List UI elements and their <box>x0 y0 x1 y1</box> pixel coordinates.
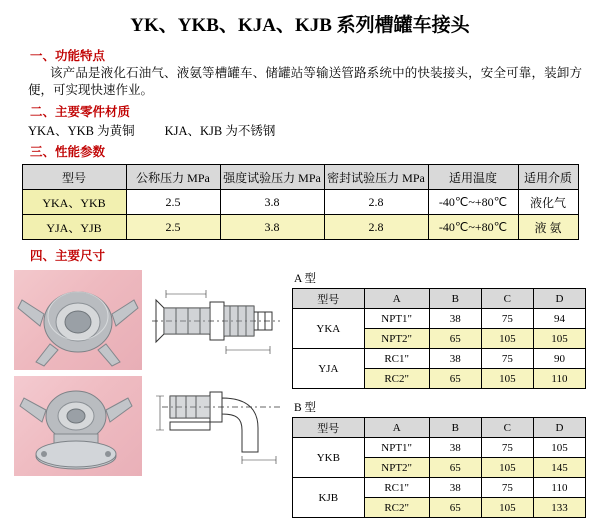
dim-cell: 65 <box>429 369 481 389</box>
dim-cell: NPT2" <box>364 458 429 478</box>
dim-cell: 145 <box>533 458 585 478</box>
image-row-b <box>14 376 286 476</box>
section-heading-performance: 三、性能参数 <box>30 145 106 159</box>
dim-cell: 105 <box>481 369 533 389</box>
dim-cell: NPT1" <box>364 309 429 329</box>
table-row <box>293 349 586 369</box>
dim-cell: 38 <box>429 478 481 498</box>
dim-cell: 105 <box>533 329 585 349</box>
dim-cell-model: YJA <box>293 349 365 389</box>
dim-header-cell: 型号 <box>293 289 365 309</box>
table-row <box>293 309 586 329</box>
dim-header-cell: B <box>429 418 481 438</box>
features-body-text: 该产品是液化石油气、液氨等槽罐车、储罐站等输送管路系统中的快装接头，安全可靠，装卸方便，可实现快速作业。 <box>28 66 582 97</box>
table-row <box>22 215 578 240</box>
spec-header-cell: 强度试验压力 MPa <box>220 165 324 190</box>
dim-cell: RC1" <box>364 349 429 369</box>
dim-cell: 133 <box>533 498 585 518</box>
dim-header-cell: C <box>481 418 533 438</box>
dim-cell: RC2" <box>364 369 429 389</box>
table-row <box>293 438 586 458</box>
dim-cell-model: YKA <box>293 309 365 349</box>
section-heading-materials: 二、主要零件材质 <box>30 105 131 119</box>
dim-cell: 110 <box>533 369 585 389</box>
material-brass-text: YKA、YKB 为黄铜 <box>28 124 135 138</box>
spec-header-cell: 公称压力 MPa <box>126 165 220 190</box>
image-column <box>14 270 286 482</box>
dim-cell: 75 <box>481 309 533 329</box>
dim-cell: 75 <box>481 478 533 498</box>
dim-cell: 38 <box>429 438 481 458</box>
spec-header-cell: 密封试验压力 MPa <box>324 165 428 190</box>
dim-header-cell: 型号 <box>293 418 365 438</box>
dim-cell: 105 <box>481 458 533 478</box>
dim-cell: 94 <box>533 309 585 329</box>
spec-header-cell: 型号 <box>22 165 126 190</box>
dim-table-b-header-row <box>293 418 586 438</box>
photo-coupling-a <box>14 270 142 370</box>
dim-cell-model: KJB <box>293 478 365 518</box>
dim-cell: RC1" <box>364 478 429 498</box>
dim-cell: 75 <box>481 438 533 458</box>
drawing-b-graphic <box>146 376 286 476</box>
image-row-a <box>14 270 286 370</box>
dim-header-cell: A <box>364 289 429 309</box>
dim-cell: 38 <box>429 309 481 329</box>
spec-table <box>22 164 579 240</box>
dim-header-cell: D <box>533 418 585 438</box>
dim-caption-b: B 型 <box>294 402 317 414</box>
spec-cell-model: YJA、YJB <box>22 215 126 240</box>
dim-cell: 105 <box>481 329 533 349</box>
dim-cell: 75 <box>481 349 533 369</box>
section-heading-dimensions: 四、主要尺寸 <box>30 249 106 263</box>
dim-table-a-header-row <box>293 289 586 309</box>
table-row <box>293 478 586 498</box>
dim-block-a <box>292 270 586 389</box>
photo-a-graphic <box>14 270 142 370</box>
materials-line <box>28 121 586 139</box>
spec-cell: -40℃~+80℃ <box>428 190 518 215</box>
dim-cell: 105 <box>481 498 533 518</box>
photo-b-graphic <box>14 376 142 476</box>
dim-cell: 38 <box>429 349 481 369</box>
table-row <box>22 190 578 215</box>
dim-table-a <box>292 288 586 389</box>
dim-cell: 105 <box>533 438 585 458</box>
spec-cell: 液化气 <box>518 190 578 215</box>
dim-header-cell: D <box>533 289 585 309</box>
spec-cell: 2.5 <box>126 190 220 215</box>
dim-cell: 65 <box>429 458 481 478</box>
dim-caption-a: A 型 <box>294 273 317 285</box>
dim-cell: 65 <box>429 329 481 349</box>
dim-cell: NPT1" <box>364 438 429 458</box>
spec-table-header-row <box>22 165 578 190</box>
spec-cell: 3.8 <box>220 215 324 240</box>
spec-header-cell: 适用介质 <box>518 165 578 190</box>
dimensions-section <box>14 270 586 528</box>
dimension-tables-column <box>286 270 586 528</box>
drawing-coupling-b <box>146 376 286 476</box>
dim-table-b <box>292 417 586 518</box>
spec-cell: 液 氨 <box>518 215 578 240</box>
material-steel-text: KJA、KJB 为不锈钢 <box>164 124 276 138</box>
spec-header-cell: 适用温度 <box>428 165 518 190</box>
dim-header-cell: C <box>481 289 533 309</box>
dim-cell: 90 <box>533 349 585 369</box>
spec-cell: 2.8 <box>324 190 428 215</box>
dim-header-cell: B <box>429 289 481 309</box>
dim-cell: RC2" <box>364 498 429 518</box>
drawing-coupling-a <box>146 270 286 370</box>
drawing-a-graphic <box>146 270 286 370</box>
spec-cell-model: YKA、YKB <box>22 190 126 215</box>
dim-header-cell: A <box>364 418 429 438</box>
section-heading-features: 一、功能特点 <box>30 49 106 63</box>
spec-cell: 2.8 <box>324 215 428 240</box>
dim-cell: 110 <box>533 478 585 498</box>
dim-cell-model: YKB <box>293 438 365 478</box>
dim-block-b <box>292 399 586 518</box>
spec-cell: -40℃~+80℃ <box>428 215 518 240</box>
photo-coupling-b <box>14 376 142 476</box>
dim-cell: NPT2" <box>364 329 429 349</box>
dim-cell: 65 <box>429 498 481 518</box>
page-title: YK、YKB、KJA、KJB 系列槽罐车接头 <box>130 15 470 36</box>
spec-cell: 3.8 <box>220 190 324 215</box>
spec-cell: 2.5 <box>126 215 220 240</box>
